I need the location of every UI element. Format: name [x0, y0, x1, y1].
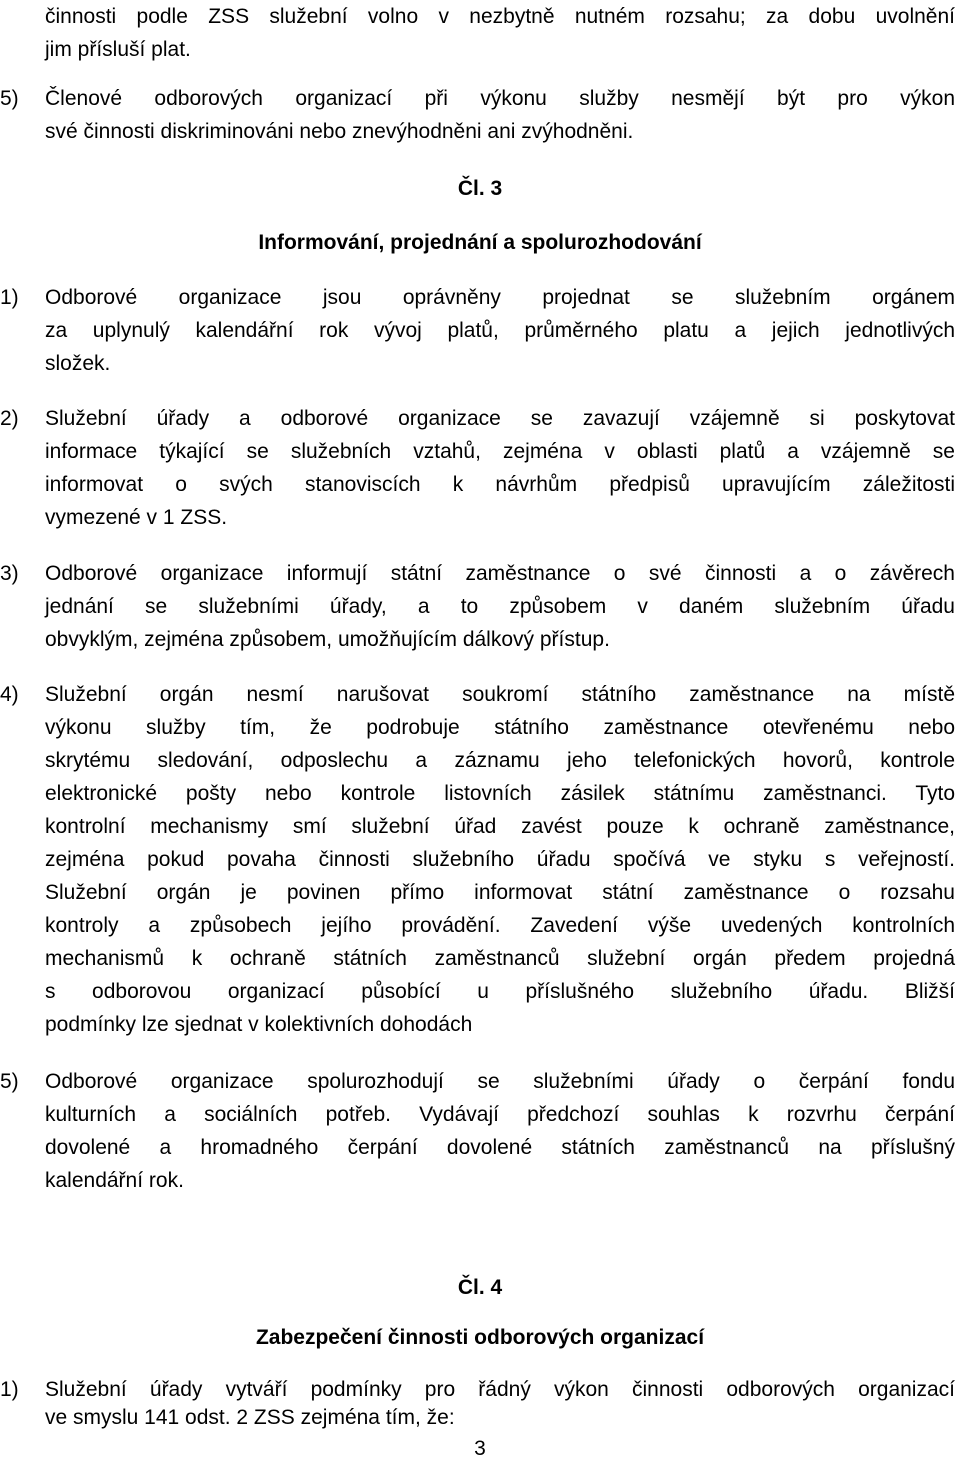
- art3-item-4-line-6: zejména pokud povaha činnosti služebního úřadu spočívá ve styku s veřejností.: [45, 848, 955, 871]
- art3-item-3-line-3: obvyklým, zejména způsobem, umožňujícím dálkový přístup.: [45, 628, 610, 651]
- article-4-title: Zabezpečení činnosti odborových organizací: [255, 1326, 705, 1349]
- prev-item-5-line-2: své činnosti diskriminováni nebo znevýhodněni ani zvýhodněni.: [45, 120, 634, 143]
- art3-item-4-line-3: skrytému sledování, odposlechu a záznamu jeho telefonických hovorů, kontrole: [45, 749, 955, 772]
- art3-item-4-line-9: mechanismů k ochraně státních zaměstnanců služební orgán předem projedná: [45, 947, 955, 970]
- art3-item-3-line-1: 3) Odborové organizace informují státní zaměstnance o své činnosti a o závěrech: [0, 562, 955, 585]
- art3-item-2-line-3: informovat o svých stanoviscích k návrhům předpisů upravujícím záležitosti: [45, 473, 955, 496]
- art3-item-5-line-4: kalendářní rok.: [45, 1169, 184, 1192]
- art3-item-1-line-1: 1) Odborové organizace jsou oprávněny projednat se služebním orgánem: [0, 286, 955, 309]
- page-number: 3: [474, 1437, 486, 1460]
- art3-item-4-line-7: Služební orgán je povinen přímo informovat státní zaměstnance o rozsahu: [45, 881, 955, 904]
- art3-item-4-line-5: kontrolní mechanismy smí služební úřad zavést pouze k ochraně zaměstnance,: [45, 815, 955, 838]
- art3-item-4-line-8: kontroly a způsobech jejího provádění. Zavedení výše uvedených kontrolních: [45, 914, 955, 937]
- art4-item-1-line-1: 1) Služební úřady vytváří podmínky pro řádný výkon činnosti odborových organizací: [0, 1378, 955, 1401]
- art3-item-4-line-2: výkonu služby tím, že podrobuje státního zaměstnance otevřenému nebo: [45, 716, 955, 739]
- art3-item-4-line-1: 4) Služební orgán nesmí narušovat soukromí státního zaměstnance na místě: [0, 683, 955, 706]
- art3-item-1-line-3: složek.: [45, 352, 111, 375]
- art3-item-3-line-2: jednání se služebními úřady, a to způsobem v daném služebním úřadu: [45, 595, 955, 618]
- prev-item-5-line-1: 5) Členové odborových organizací při výkonu služby nesmějí být pro výkon: [0, 87, 955, 110]
- article-4-heading: Čl. 4: [457, 1276, 503, 1299]
- art3-item-2-line-2: informace týkající se služebních vztahů, zejména v oblasti platů a vzájemně se: [45, 440, 955, 463]
- article-3-heading: Čl. 3: [457, 177, 503, 200]
- art3-item-2-line-4: vymezené v 1 ZSS.: [45, 506, 228, 529]
- article-3-title: Informování, projednání a spolurozhodování: [258, 231, 702, 254]
- art3-item-4-line-4: elektronické pošty nebo kontrole listovních zásilek státnímu zaměstnanci. Tyto: [45, 782, 955, 805]
- art3-item-5-line-2: kulturních a sociálních potřeb. Vydávají předchozí souhlas k rozvrhu čerpání: [45, 1103, 955, 1126]
- art3-item-2-line-1: 2) Služební úřady a odborové organizace se zavazují vzájemně si poskytovat: [0, 407, 955, 430]
- art3-item-4-line-11: podmínky lze sjednat v kolektivních dohodách: [45, 1013, 473, 1036]
- intro-line-2: jim přísluší plat.: [45, 38, 191, 61]
- intro-line-1: činnosti podle ZSS služební volno v nezbytně nutném rozsahu; za dobu uvolnění: [45, 5, 955, 28]
- art3-item-5-line-3: dovolené a hromadného čerpání dovolené státních zaměstnanců na příslušný: [45, 1136, 955, 1159]
- art3-item-1-line-2: za uplynulý kalendářní rok vývoj platů, průměrného platu a jejich jednotlivých: [45, 319, 955, 342]
- art3-item-5-line-1: 5) Odborové organizace spolurozhodují se služebními úřady o čerpání fondu: [0, 1070, 955, 1093]
- art3-item-4-line-10: s odborovou organizací působící u příslušného služebního úřadu. Bližší: [45, 980, 955, 1003]
- art4-item-1-line-2: ve smyslu 141 odst. 2 ZSS zejména tím, že:: [45, 1406, 455, 1429]
